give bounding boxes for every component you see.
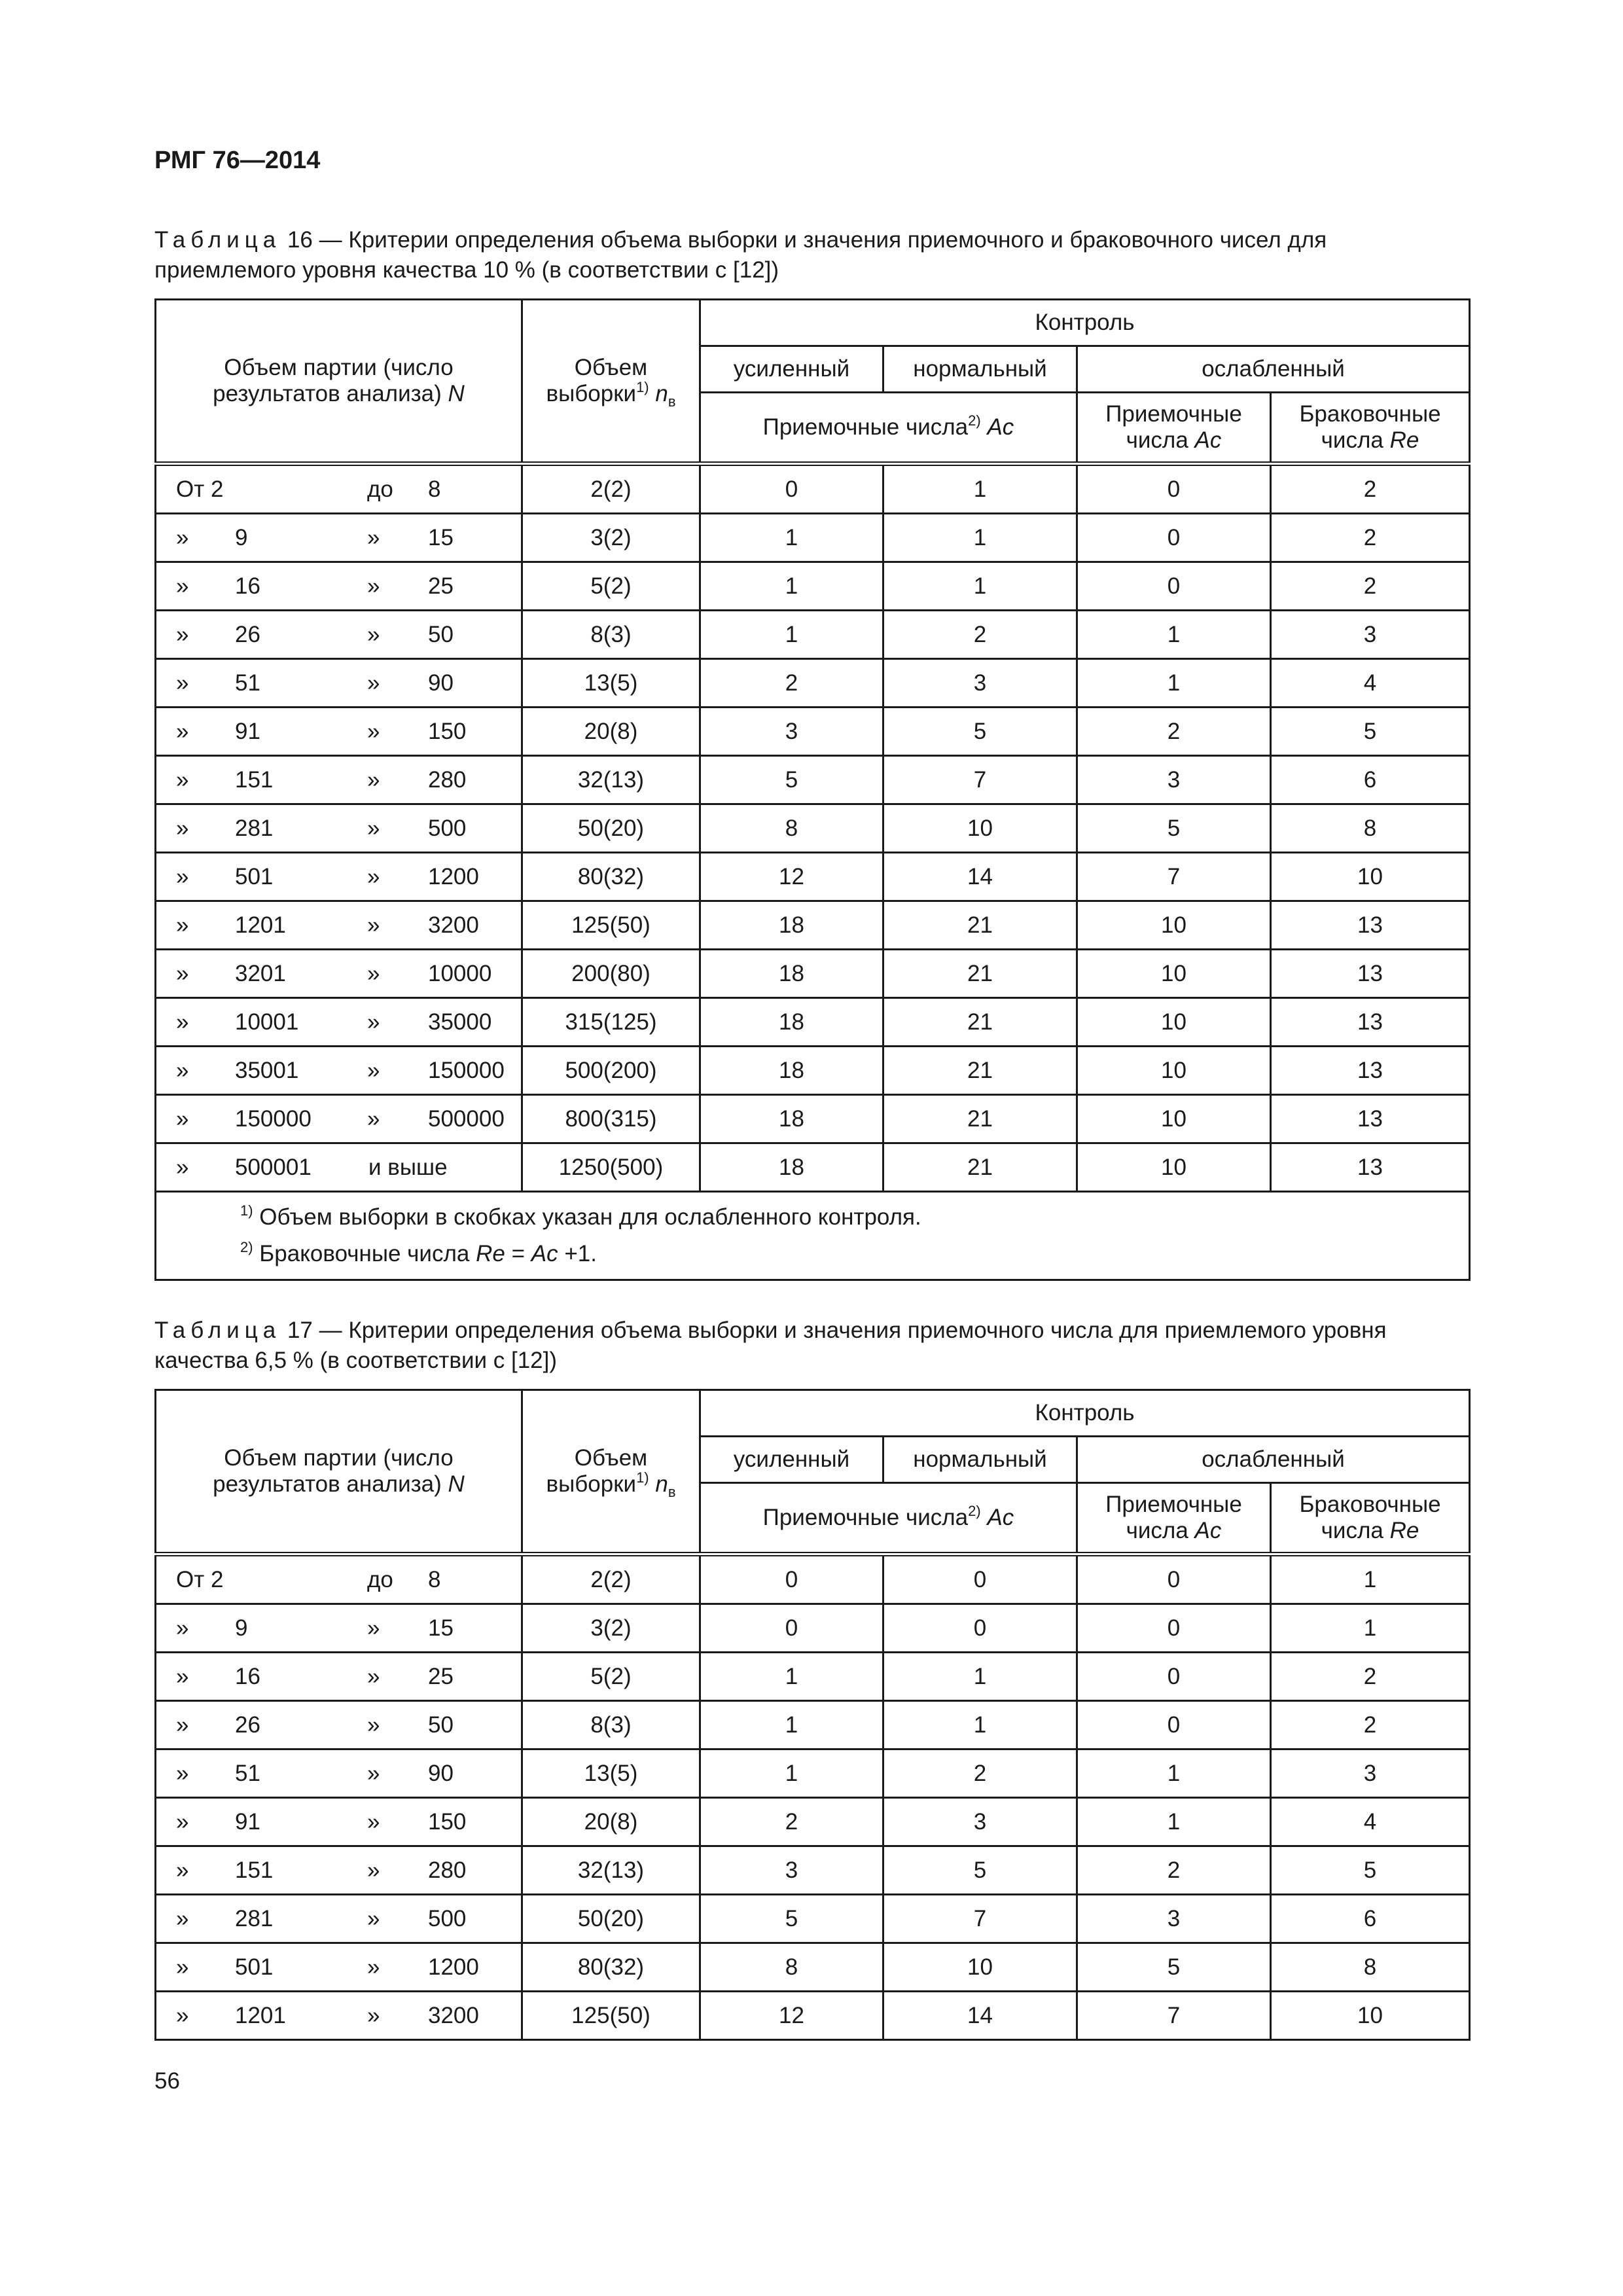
table-row (156, 950, 1470, 998)
table-row (156, 1095, 1470, 1143)
table-row (156, 853, 1470, 901)
normal-ac-cell: 14 (883, 1992, 1077, 2040)
normal-ac-cell: 10 (883, 804, 1077, 853)
sample-size-cell: 2(2) (522, 464, 700, 514)
reduced-ac-cell: 3 (1077, 756, 1271, 804)
header-normal: нормальный (883, 346, 1077, 393)
sample-size-cell: 13(5) (522, 1749, 700, 1798)
normal-ac-cell: 0 (883, 1604, 1077, 1653)
sample-size-cell: 3(2) (522, 514, 700, 562)
reduced-re-cell: 2 (1271, 562, 1470, 611)
tightened-ac-cell: 5 (700, 756, 883, 804)
reduced-ac-cell: 10 (1077, 998, 1271, 1047)
sample-size-cell: 13(5) (522, 659, 700, 708)
table-row (156, 562, 1470, 611)
reduced-re-cell: 13 (1271, 1143, 1470, 1192)
header-reduced: ослабленный (1077, 346, 1470, 393)
tightened-ac-cell: 1 (700, 514, 883, 562)
header-lot-size: Объем партии (число результатов анализа) N (156, 300, 522, 464)
header-reduced: ослабленный (1077, 1437, 1470, 1483)
normal-ac-cell: 1 (883, 464, 1077, 514)
lot-range-cell: » 35001 » 150000 (156, 1047, 522, 1095)
table-row (156, 901, 1470, 950)
normal-ac-cell: 2 (883, 1749, 1077, 1798)
lot-range-cell: » 91 » 150 (156, 708, 522, 756)
table-row (156, 1653, 1470, 1701)
tightened-ac-cell: 0 (700, 1604, 883, 1653)
table-row (156, 1846, 1470, 1895)
sample-size-cell: 50(20) (522, 804, 700, 853)
tightened-ac-cell: 8 (700, 1943, 883, 1992)
reduced-re-cell: 13 (1271, 998, 1470, 1047)
sample-size-cell: 5(2) (522, 1653, 700, 1701)
normal-ac-cell: 1 (883, 514, 1077, 562)
header-acceptance-numbers: Приемочные числа$^{2)}$ Ac (700, 1483, 1077, 1554)
sample-size-cell: 20(8) (522, 1798, 700, 1846)
tightened-ac-cell: 18 (700, 1047, 883, 1095)
lot-range-cell: » 151 » 280 (156, 1846, 522, 1895)
lot-range-cell: » 51 » 90 (156, 659, 522, 708)
lot-range-cell: От 2 до 8 (156, 464, 522, 514)
normal-ac-cell: 10 (883, 1943, 1077, 1992)
tightened-ac-cell: 2 (700, 1798, 883, 1846)
note-1: $^{1)}$ Объем выборки в скобках указан для ослабленного контроля. (240, 1202, 921, 1230)
tightened-ac-cell: 1 (700, 1653, 883, 1701)
tightened-ac-cell: 3 (700, 708, 883, 756)
sample-size-cell: 80(32) (522, 853, 700, 901)
reduced-re-cell: 13 (1271, 950, 1470, 998)
table-row (156, 756, 1470, 804)
lot-range-cell: » 51 » 90 (156, 1749, 522, 1798)
lot-range-cell: » 150000 » 500000 (156, 1095, 522, 1143)
normal-ac-cell: 3 (883, 1798, 1077, 1846)
reduced-re-cell: 13 (1271, 901, 1470, 950)
reduced-ac-cell: 10 (1077, 1095, 1271, 1143)
lot-range-cell: » 26 » 50 (156, 1701, 522, 1749)
table-label: Таблица (154, 227, 281, 253)
reduced-re-cell: 4 (1271, 659, 1470, 708)
tightened-ac-cell: 1 (700, 1701, 883, 1749)
reduced-re-cell: 8 (1271, 1943, 1470, 1992)
normal-ac-cell: 21 (883, 1047, 1077, 1095)
sample-size-cell: 50(20) (522, 1895, 700, 1943)
normal-ac-cell: 1 (883, 1653, 1077, 1701)
reduced-re-cell: 10 (1271, 853, 1470, 901)
header-tightened: усиленный (700, 1437, 883, 1483)
normal-ac-cell: 21 (883, 901, 1077, 950)
reduced-re-cell: 3 (1271, 611, 1470, 659)
reduced-ac-cell: 10 (1077, 901, 1271, 950)
table-row (156, 659, 1470, 708)
tightened-ac-cell: 18 (700, 901, 883, 950)
table-row (156, 1143, 1470, 1192)
table-row (156, 708, 1470, 756)
lot-range-cell: » 501 » 1200 (156, 853, 522, 901)
reduced-ac-cell: 1 (1077, 1798, 1271, 1846)
sample-size-cell: 8(3) (522, 611, 700, 659)
reduced-re-cell: 10 (1271, 1992, 1470, 2040)
sample-size-cell: 500(200) (522, 1047, 700, 1095)
lot-range-cell: » 10001 » 35000 (156, 998, 522, 1047)
table-row (156, 998, 1470, 1047)
header-control: Контроль (700, 1390, 1470, 1437)
lot-range-cell: » 16 » 25 (156, 562, 522, 611)
normal-ac-cell: 14 (883, 853, 1077, 901)
reduced-re-cell: 4 (1271, 1798, 1470, 1846)
reduced-ac-cell: 0 (1077, 1604, 1271, 1653)
reduced-ac-cell: 3 (1077, 1895, 1271, 1943)
table-row (156, 514, 1470, 562)
reduced-re-cell: 2 (1271, 514, 1470, 562)
table-17 (154, 1389, 1471, 2041)
reduced-ac-cell: 5 (1077, 804, 1271, 853)
normal-ac-cell: 7 (883, 1895, 1077, 1943)
reduced-re-cell: 1 (1271, 1604, 1470, 1653)
table-row (156, 1992, 1470, 2040)
table-row (156, 1701, 1470, 1749)
header-sample-size: Объем выборки$^{1)}$ $n_в$ (522, 300, 700, 464)
tightened-ac-cell: 1 (700, 562, 883, 611)
sample-size-cell: 200(80) (522, 950, 700, 998)
table-16-caption (154, 225, 1467, 285)
sample-size-cell: 2(2) (522, 1554, 700, 1604)
tightened-ac-cell: 0 (700, 464, 883, 514)
reduced-ac-cell: 7 (1077, 853, 1271, 901)
lot-range-cell: » 151 » 280 (156, 756, 522, 804)
table-row (156, 464, 1470, 514)
normal-ac-cell: 21 (883, 950, 1077, 998)
normal-ac-cell: 3 (883, 659, 1077, 708)
reduced-re-cell: 8 (1271, 804, 1470, 853)
normal-ac-cell: 2 (883, 611, 1077, 659)
table-row (156, 1604, 1470, 1653)
table-row (156, 1943, 1470, 1992)
header-normal: нормальный (883, 1437, 1077, 1483)
sample-size-cell: 32(13) (522, 1846, 700, 1895)
sample-size-cell: 315(125) (522, 998, 700, 1047)
tightened-ac-cell: 5 (700, 1895, 883, 1943)
lot-range-cell: » 3201 » 10000 (156, 950, 522, 998)
lot-range-cell: » 500001 и выше (156, 1143, 522, 1192)
reduced-re-cell: 3 (1271, 1749, 1470, 1798)
reduced-ac-cell: 2 (1077, 708, 1271, 756)
tightened-ac-cell: 18 (700, 1095, 883, 1143)
tightened-ac-cell: 18 (700, 998, 883, 1047)
sample-size-cell: 8(3) (522, 1701, 700, 1749)
sample-size-cell: 32(13) (522, 756, 700, 804)
normal-ac-cell: 21 (883, 1143, 1077, 1192)
table-label: Таблица (154, 1318, 281, 1343)
tightened-ac-cell: 1 (700, 611, 883, 659)
header-tightened: усиленный (700, 346, 883, 393)
tightened-ac-cell: 18 (700, 950, 883, 998)
lot-range-cell: » 91 » 150 (156, 1798, 522, 1846)
normal-ac-cell: 7 (883, 756, 1077, 804)
caption-text: 17 — Критерии определения объема выборки и значения приемочного числа для приемлемого уровня качества 6,5 % (в соответствии с [12]) (154, 1318, 1387, 1373)
table-16-notes (156, 1192, 1470, 1280)
header-control: Контроль (700, 300, 1470, 346)
reduced-ac-cell: 0 (1077, 464, 1271, 514)
reduced-re-cell: 1 (1271, 1554, 1470, 1604)
reduced-ac-cell: 0 (1077, 514, 1271, 562)
table-row (156, 1047, 1470, 1095)
lot-range-cell: » 1201 » 3200 (156, 901, 522, 950)
normal-ac-cell: 0 (883, 1554, 1077, 1604)
table-17-caption (154, 1316, 1467, 1376)
reduced-re-cell: 2 (1271, 1653, 1470, 1701)
reduced-ac-cell: 10 (1077, 1143, 1271, 1192)
reduced-ac-cell: 7 (1077, 1992, 1271, 2040)
reduced-ac-cell: 1 (1077, 611, 1271, 659)
tightened-ac-cell: 12 (700, 853, 883, 901)
reduced-re-cell: 5 (1271, 1846, 1470, 1895)
sample-size-cell: 80(32) (522, 1943, 700, 1992)
lot-range-cell: » 16 » 25 (156, 1653, 522, 1701)
reduced-ac-cell: 1 (1077, 659, 1271, 708)
table-row (156, 804, 1470, 853)
lot-range-cell: » 281 » 500 (156, 1895, 522, 1943)
note-2: $^{2)}$ Браковочные числа Re = Ac +1. (240, 1239, 597, 1266)
reduced-ac-cell: 10 (1077, 950, 1271, 998)
table-16 (154, 298, 1471, 1281)
header-sample-size: Объем выборки$^{1)}$ $n_в$ (522, 1390, 700, 1554)
tightened-ac-cell: 2 (700, 659, 883, 708)
table-row (156, 1554, 1470, 1604)
header-reduced-rejection: Браковочные числа Re (1271, 1483, 1470, 1554)
page-number: 56 (154, 2068, 180, 2094)
reduced-ac-cell: 0 (1077, 1653, 1271, 1701)
reduced-ac-cell: 0 (1077, 562, 1271, 611)
reduced-ac-cell: 5 (1077, 1943, 1271, 1992)
normal-ac-cell: 1 (883, 562, 1077, 611)
lot-range-cell: » 281 » 500 (156, 804, 522, 853)
reduced-ac-cell: 10 (1077, 1047, 1271, 1095)
reduced-re-cell: 2 (1271, 1701, 1470, 1749)
sample-size-cell: 5(2) (522, 562, 700, 611)
tightened-ac-cell: 0 (700, 1554, 883, 1604)
lot-range-cell: » 501 » 1200 (156, 1943, 522, 1992)
tightened-ac-cell: 18 (700, 1143, 883, 1192)
reduced-re-cell: 2 (1271, 464, 1470, 514)
tightened-ac-cell: 8 (700, 804, 883, 853)
normal-ac-cell: 1 (883, 1701, 1077, 1749)
lot-range-cell: » 1201 » 3200 (156, 1992, 522, 2040)
header-reduced-rejection: Браковочные числа Re (1271, 393, 1470, 464)
sample-size-cell: 20(8) (522, 708, 700, 756)
normal-ac-cell: 21 (883, 1095, 1077, 1143)
sample-size-cell: 800(315) (522, 1095, 700, 1143)
caption-text: 16 — Критерии определения объема выборки и значения приемочного и браковочного чисел для приемлемого уровня качества 10 % (в соответствии с [12]) (154, 227, 1327, 283)
lot-range-cell: » 9 » 15 (156, 514, 522, 562)
reduced-ac-cell: 0 (1077, 1554, 1271, 1604)
table-row (156, 1895, 1470, 1943)
reduced-re-cell: 6 (1271, 1895, 1470, 1943)
sample-size-cell: 125(50) (522, 1992, 700, 2040)
table-row (156, 1749, 1470, 1798)
reduced-re-cell: 13 (1271, 1095, 1470, 1143)
tightened-ac-cell: 12 (700, 1992, 883, 2040)
lot-range-cell: » 26 » 50 (156, 611, 522, 659)
sample-size-cell: 3(2) (522, 1604, 700, 1653)
tightened-ac-cell: 3 (700, 1846, 883, 1895)
reduced-ac-cell: 2 (1077, 1846, 1271, 1895)
normal-ac-cell: 5 (883, 708, 1077, 756)
lot-range-cell: От 2 до 8 (156, 1554, 522, 1604)
header-reduced-acceptance: Приемочные числа Ac (1077, 393, 1271, 464)
reduced-ac-cell: 0 (1077, 1701, 1271, 1749)
table-row (156, 611, 1470, 659)
sample-size-cell: 1250(500) (522, 1143, 700, 1192)
tightened-ac-cell: 1 (700, 1749, 883, 1798)
header-reduced-acceptance: Приемочные числа Ac (1077, 1483, 1271, 1554)
header-acceptance-numbers: Приемочные числа$^{2)}$ Ac (700, 393, 1077, 464)
sample-size-cell: 125(50) (522, 901, 700, 950)
normal-ac-cell: 5 (883, 1846, 1077, 1895)
reduced-re-cell: 13 (1271, 1047, 1470, 1095)
header-lot-size: Объем партии (число результатов анализа) N (156, 1390, 522, 1554)
table-row (156, 1798, 1470, 1846)
reduced-re-cell: 5 (1271, 708, 1470, 756)
reduced-re-cell: 6 (1271, 756, 1470, 804)
reduced-ac-cell: 1 (1077, 1749, 1271, 1798)
lot-range-cell: » 9 » 15 (156, 1604, 522, 1653)
normal-ac-cell: 21 (883, 998, 1077, 1047)
document-code: РМГ 76—2014 (154, 147, 321, 174)
